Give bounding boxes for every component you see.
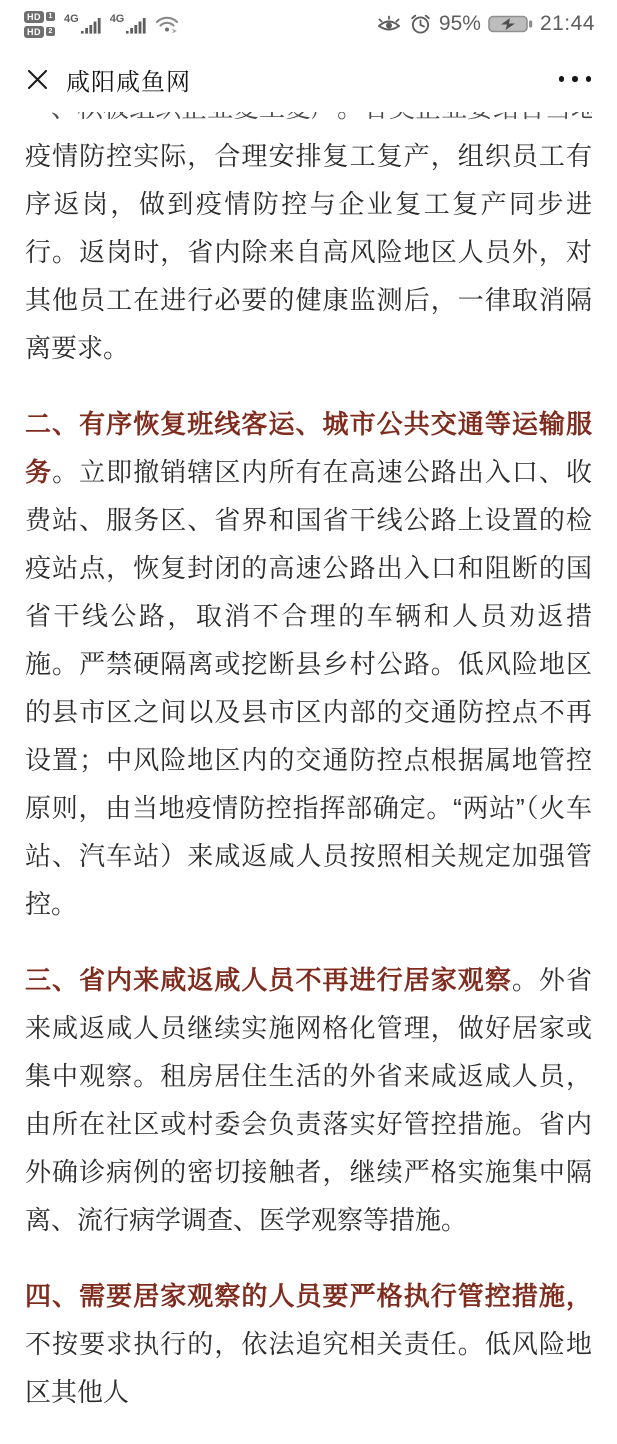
alarm-icon xyxy=(409,13,432,35)
network-type-sim2: 4G xyxy=(109,13,125,25)
network-type-sim1: 4G xyxy=(64,13,79,25)
body-text: 疫情防控实际，合理安排复工复产，组织员工有序返岗，做到疫情防控与企业复工复产同步进行。返岗时，省内除来自高风险地区人员外，对其他员工在进行必要的健康监测后，一律取消隔离要求。 xyxy=(25,141,592,363)
paragraph xyxy=(25,400,592,928)
paragraph xyxy=(25,132,592,372)
section-heading: 三、省内来咸返咸人员不再进行居家观察 xyxy=(25,965,512,995)
body-text: 。外省来咸返咸人员继续实施网格化管理，做好居家或集中观察。租房居住生活的外省来咸返咸人员，由所在社区或村委会负责落实好管控措施。省内外确诊病例的密切接触者，继续严格实施集中隔离、流行病学调查、医学观察等措施。 xyxy=(25,965,592,1235)
nav-bar xyxy=(0,46,617,112)
paragraph xyxy=(25,1272,592,1416)
section-heading: 二、有序恢复班线客运、城市公共交通等运输服务 xyxy=(25,409,592,487)
dot-icon xyxy=(586,76,592,82)
hd-sim1-number: 1 xyxy=(46,12,55,21)
more-menu-button[interactable] xyxy=(557,70,594,88)
article-body xyxy=(0,84,617,1444)
signal-sim1 xyxy=(64,14,101,34)
dot-icon xyxy=(572,76,578,82)
eye-comfort-icon xyxy=(376,15,402,34)
clock-time: 21:44 xyxy=(539,12,595,35)
section-heading: 四、需要居家观察的人员要严格执行管控措施， xyxy=(25,1281,592,1311)
app-header xyxy=(0,0,617,112)
hd-volte-badges xyxy=(24,11,55,38)
hd-sim2-number: 2 xyxy=(46,27,55,36)
battery-percent: 95% xyxy=(438,12,481,35)
close-button[interactable] xyxy=(24,66,50,92)
status-bar xyxy=(0,0,617,46)
wifi-icon xyxy=(155,15,179,33)
battery-charging-icon xyxy=(488,14,533,34)
signal-sim2 xyxy=(110,14,147,34)
hd-badge-sim1: HD xyxy=(24,11,44,23)
hd-badge-sim2: HD xyxy=(24,26,44,38)
paragraph xyxy=(25,956,592,1244)
dot-icon xyxy=(559,76,565,82)
page-title: 咸阳咸鱼网 xyxy=(66,68,191,96)
signal-bars-icon xyxy=(81,17,101,34)
signal-bars-icon xyxy=(126,17,146,34)
body-text: 不按要求执行的，依法追究相关责任。低风险地区其他人 xyxy=(25,1329,592,1407)
body-text: 。立即撤销辖区内所有在高速公路出入口、收费站、服务区、省界和国省干线公路上设置的检疫站点，恢复封闭的高速公路出入口和阻断的国省干线公路，取消不合理的车辆和人员劝返措施。严禁硬隔离或挖断县乡村公路。低风险地区的县市区之间以及县市区内部的交通防控点不再设置；中风险地区内的交通防控点根据属地管控原则，由当地疫情防控指挥部确定。“两站”（火车站、汽车站）来咸返咸人员按照相关规定加强管控。 xyxy=(25,457,592,919)
